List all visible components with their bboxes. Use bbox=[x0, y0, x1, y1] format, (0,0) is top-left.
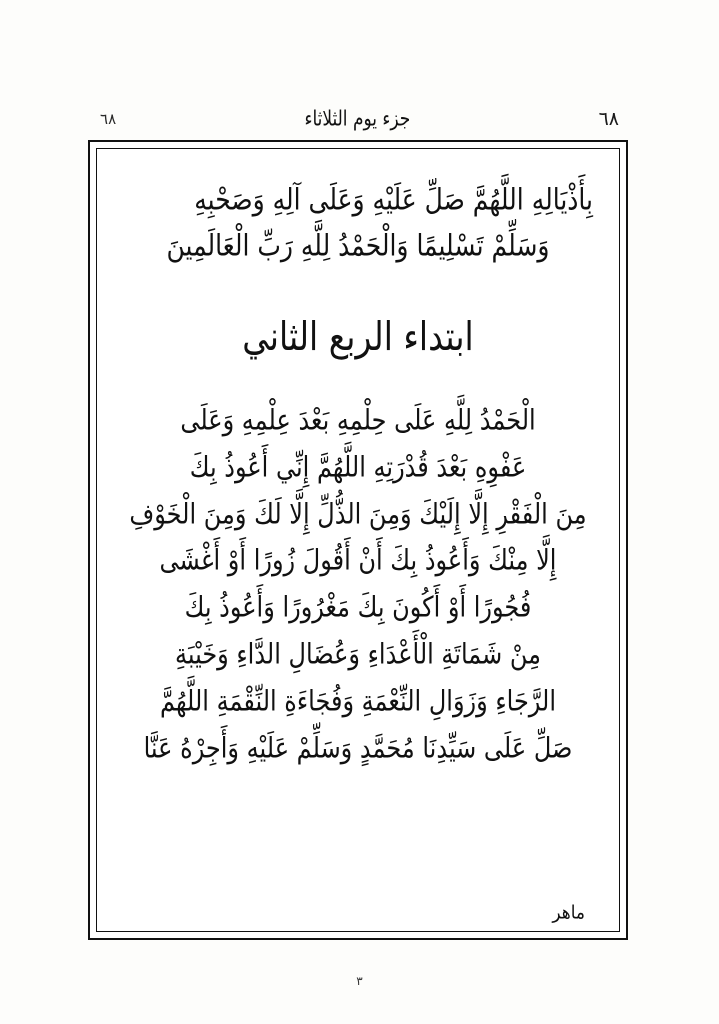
text-frame-inner bbox=[96, 148, 620, 932]
main-text-block bbox=[119, 397, 597, 771]
page-number-right: ٦٨ bbox=[598, 108, 619, 130]
page-number-left: ٦٨ bbox=[100, 110, 117, 128]
section-heading: ابتداء الربع الثاني bbox=[242, 312, 474, 360]
page-header bbox=[100, 104, 619, 134]
body-line-2: عَفْوِهِ بَعْدَ قُدْرَتِهِ اللَّهُمَّ إِنِّي أَعُوذُ بِكَ bbox=[189, 450, 527, 484]
opening-block bbox=[119, 177, 597, 270]
juz-title: جزء يوم الثلاثاء bbox=[304, 106, 411, 132]
body-line-5: فُجُورًا أَوْ أَكُونَ بِكَ مَغْرُورًا وَأَعُوذُ بِكَ bbox=[184, 590, 532, 624]
body-line-7: الرَّجَاءِ وَزَوَالِ النِّعْمَةِ وَفُجَاءَةِ النِّقْمَةِ اللَّهُمَّ bbox=[159, 684, 556, 718]
body-line-3: مِنَ الْفَقْرِ إِلَّا إِلَيْكَ وَمِنَ الذُّلِّ إِلَّا لَكَ وَمِنَ الْخَوْفِ bbox=[129, 497, 587, 531]
body-line-1: الْحَمْدُ لِلَّهِ عَلَى حِلْمِهِ بَعْدَ عِلْمِهِ وَعَلَى bbox=[180, 403, 536, 437]
text-frame-outer bbox=[88, 140, 628, 940]
footer-mark: ٣ bbox=[356, 974, 363, 988]
opening-line-2: وَسَلِّمْ تَسْلِيمًا وَالْحَمْدُ لِلَّهِ رَبِّ الْعَالَمِينَ bbox=[166, 228, 550, 263]
opening-line-1: بِأَذْيَالِهِ اللَّهُمَّ صَلِّ عَلَيْهِ وَعَلَى آلِهِ وَصَحْبِهِ bbox=[194, 182, 593, 217]
body-line-8: صَلِّ عَلَى سَيِّدِنَا مُحَمَّدٍ وَسَلِّمْ عَلَيْهِ وَأَجِرْهُ عَنَّا bbox=[143, 730, 573, 765]
catchword: ماهر bbox=[552, 902, 585, 924]
body-line-6: مِنْ شَمَاتَةِ الْأَعْدَاءِ وَعُضَالِ الدَّاءِ وَخَيْبَةِ bbox=[174, 637, 542, 671]
body-line-4: إِلَّا مِنْكَ وَأَعُوذُ بِكَ أَنْ أَقُولَ زُورًا أَوْ أَغْشَى bbox=[159, 543, 557, 577]
